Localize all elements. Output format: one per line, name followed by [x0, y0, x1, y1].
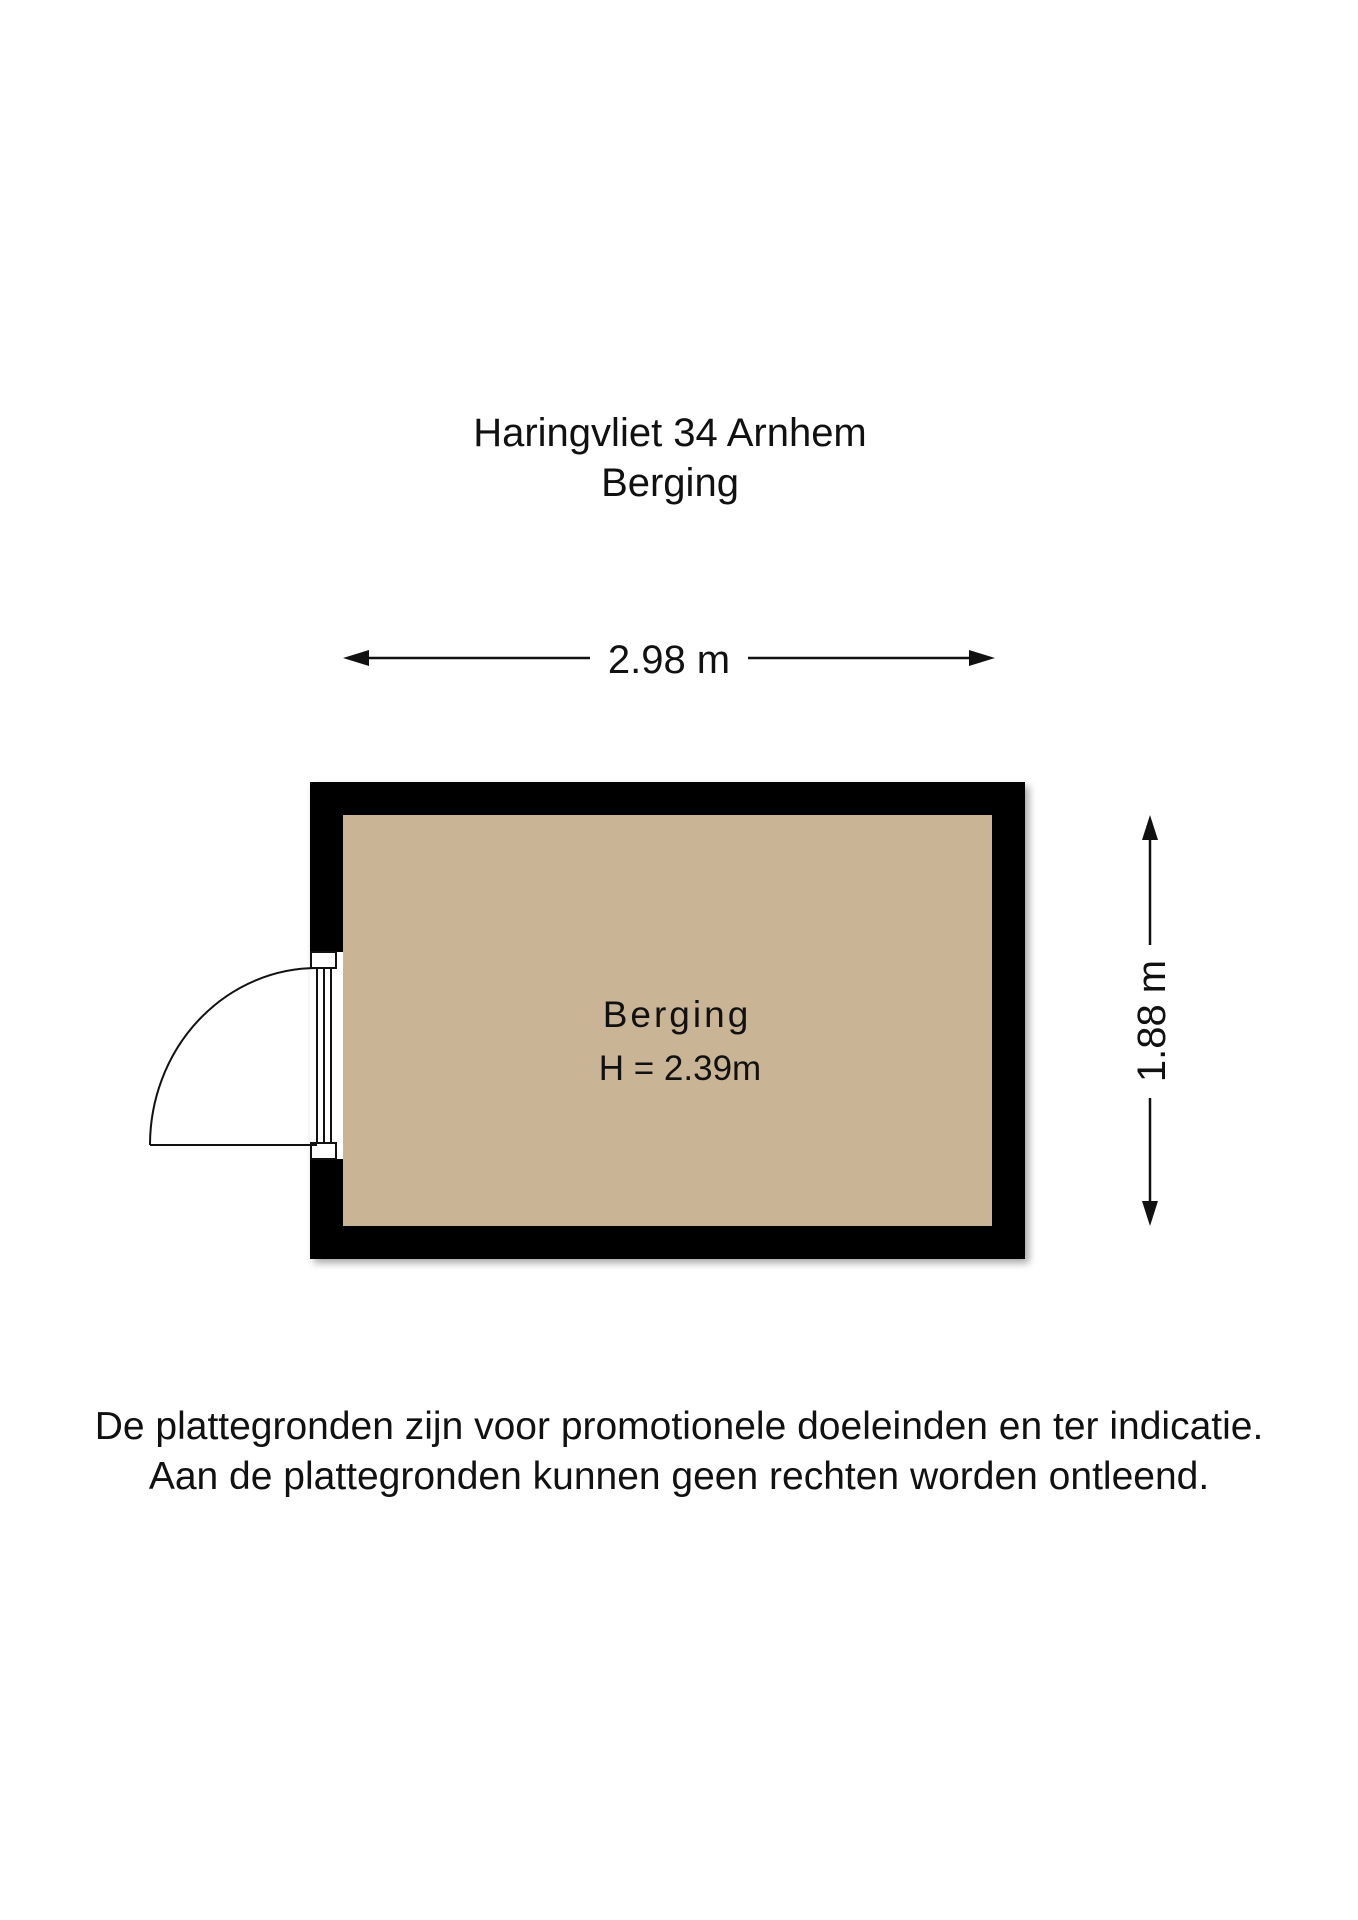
- depth-label: 1.88 m: [1130, 959, 1174, 1083]
- depth-dimension: [1130, 815, 1174, 1226]
- door: [150, 952, 343, 1159]
- arrow-up-icon: [1142, 815, 1158, 840]
- door-frame-top: [311, 952, 336, 968]
- width-dimension: [343, 638, 995, 682]
- door-swing-arc: [150, 968, 317, 1145]
- room-height: H = 2.39m: [598, 1049, 762, 1088]
- address-title: Haringvliet 34 Arnhem: [473, 411, 867, 455]
- room-name: Berging: [602, 994, 752, 1035]
- door-opening: [310, 952, 343, 1159]
- disclaimer-line-2: Aan de plattegronden kunnen geen rechten worden ontleend.: [148, 1455, 1210, 1498]
- width-label: 2.98 m: [607, 638, 731, 682]
- arrow-down-icon: [1142, 1201, 1158, 1226]
- arrow-left-icon: [343, 650, 369, 666]
- disclaimer: [0, 1402, 1358, 1502]
- disclaimer-line-1: De plattegronden zijn voor promotionele doeleinden en ter indicatie.: [94, 1405, 1264, 1448]
- arrow-right-icon: [969, 650, 995, 666]
- floor-subtitle: Berging: [601, 461, 739, 505]
